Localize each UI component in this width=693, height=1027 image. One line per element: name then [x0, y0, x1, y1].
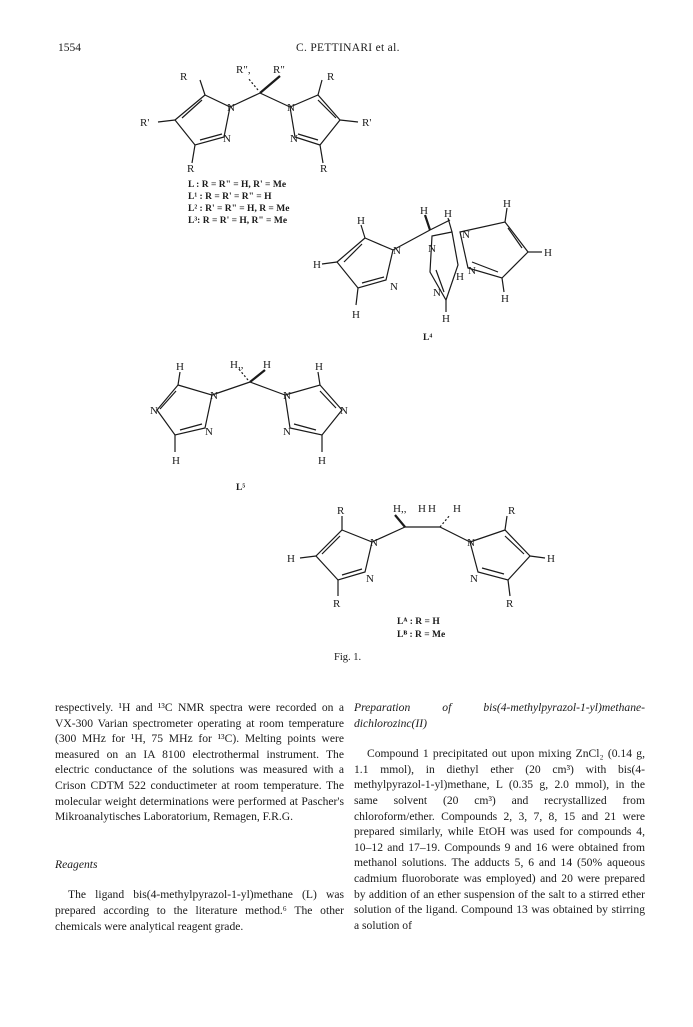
atom-n: N	[370, 537, 378, 549]
left-column	[55, 700, 344, 934]
atom-n: N	[340, 405, 348, 417]
legend-line: L² : R' = R" = H, R = Me	[188, 204, 290, 214]
atom-h: H	[544, 247, 552, 259]
atom-n: N	[227, 102, 235, 114]
figure-caption: Fig. 1.	[334, 652, 362, 663]
atom-r: R	[506, 598, 514, 610]
atom-h: H	[453, 503, 461, 515]
label-l4: L⁴	[423, 333, 433, 343]
atom-n: N	[210, 390, 218, 402]
atom-r: R	[187, 163, 195, 175]
ligand-legend	[188, 180, 445, 640]
atom-n: N	[467, 537, 475, 549]
atom-n: N	[428, 243, 436, 255]
atom-h: H	[442, 313, 450, 325]
atom-n: N	[290, 133, 298, 145]
atom-h: H	[444, 208, 452, 220]
paragraph: Compound 1 precipitated out upon mixing ZnCl₂ (0.14 g, 1.1 mmol), in diethyl ether (20 cm³) with bis(4-methylpyrazol-1-yl)methane, L (0.35 g, 2.0 mmol), in the same solvent (20 cm³) and recrystallized from chloroform/ether. Compounds 2, 3, 7, 8, 15 and 21 were prepared similarly, while EtOH was used for compounds 4, 10–12 and 17–19. Compounds 9 and 16 were obtained from methanol solutions. The adducts 5, 6 and 14 (50% aqueous cadmium fluoroborate was employed) and 20 were prepared by addition of an ether suspension of the salt to a stirred ether solution of the ligand. Compound 13 was obtained by stirring a solution of	[354, 747, 645, 932]
atom-h: H,,	[393, 503, 407, 515]
atom-h: H	[352, 309, 360, 321]
atom-r: R	[320, 163, 328, 175]
atom-r-double-prime: R"	[273, 64, 285, 76]
legend-line: L : R = R" = H, R' = Me	[188, 180, 287, 190]
atom-h: H	[501, 293, 509, 305]
atom-h: H	[503, 198, 511, 210]
atom-h: H	[318, 455, 326, 467]
atom-h: H	[420, 205, 428, 217]
label-l5: L⁵	[236, 483, 246, 493]
section-heading-reagents: Reagents	[55, 857, 98, 871]
atom-n: N	[283, 390, 291, 402]
atom-h: H	[456, 271, 464, 283]
atom-r-double-prime: R",	[236, 64, 251, 76]
atom-n: N	[150, 405, 158, 417]
chemical-structures	[157, 76, 545, 596]
atom-n: N	[393, 245, 401, 257]
atom-r: R	[337, 505, 345, 517]
right-column	[354, 700, 645, 933]
atom-r: R	[333, 598, 341, 610]
paragraph: respectively. ¹H and ¹³C NMR spectra were recorded on a VX-300 Varian spectrometer operating at room temperature (300 MHz for ¹H, 75 MHz for ¹³C). Melting points were measured on an IA 8100 electrothermal instrument. The electric conductance of the solutions was measured with a Crison CDTM 522 conductimeter at room temperature. The molecular weight determinations were performed at Pascher's Mikroanalytisches Laboratorium, Remagen, F.R.G.	[55, 701, 344, 824]
atom-h: H	[418, 503, 426, 515]
atom-h: H	[313, 259, 321, 271]
atom-r-prime: R'	[140, 117, 150, 129]
running-head: C. PETTINARI et al.	[296, 42, 400, 54]
atom-n: N	[462, 229, 470, 241]
atom-h: H	[315, 361, 323, 373]
label-la: Lᴬ : R = H	[397, 617, 440, 627]
atom-r: R	[180, 71, 188, 83]
atom-h: H	[176, 361, 184, 373]
atom-r: R	[508, 505, 516, 517]
legend-line: L¹ : R = R' = R" = H	[188, 192, 272, 202]
atom-h: H	[428, 503, 436, 515]
atom-r: R	[327, 71, 335, 83]
atom-h: H	[172, 455, 180, 467]
atom-n: N	[283, 426, 291, 438]
atom-h: H	[547, 553, 555, 565]
atom-h: H,,	[230, 359, 244, 371]
paragraph: The ligand bis(4-methylpyrazol-1-yl)methane (L) was prepared according to the literature method.⁶ The other chemicals were analytical reagent grade.	[55, 888, 344, 933]
atom-labels	[140, 64, 555, 610]
atom-n: N	[287, 102, 295, 114]
atom-r-prime: R'	[362, 117, 372, 129]
atom-n: N	[205, 426, 213, 438]
atom-n: N	[366, 573, 374, 585]
label-lb: Lᴮ : R = Me	[397, 630, 446, 640]
atom-h: H	[357, 215, 365, 227]
section-heading-preparation: Preparation of bis(4-methylpyrazol-1-yl)methane-dichlorozinc(II)	[354, 701, 645, 730]
legend-line: L³: R = R' = H, R" = Me	[188, 216, 288, 226]
atom-n: N	[468, 265, 476, 277]
atom-h: H	[287, 553, 295, 565]
atom-h: H	[263, 359, 271, 371]
page-number: 1554	[58, 42, 81, 54]
atom-n: N	[470, 573, 478, 585]
atom-n: N	[433, 287, 441, 299]
atom-n: N	[390, 281, 398, 293]
atom-n: N	[223, 133, 231, 145]
